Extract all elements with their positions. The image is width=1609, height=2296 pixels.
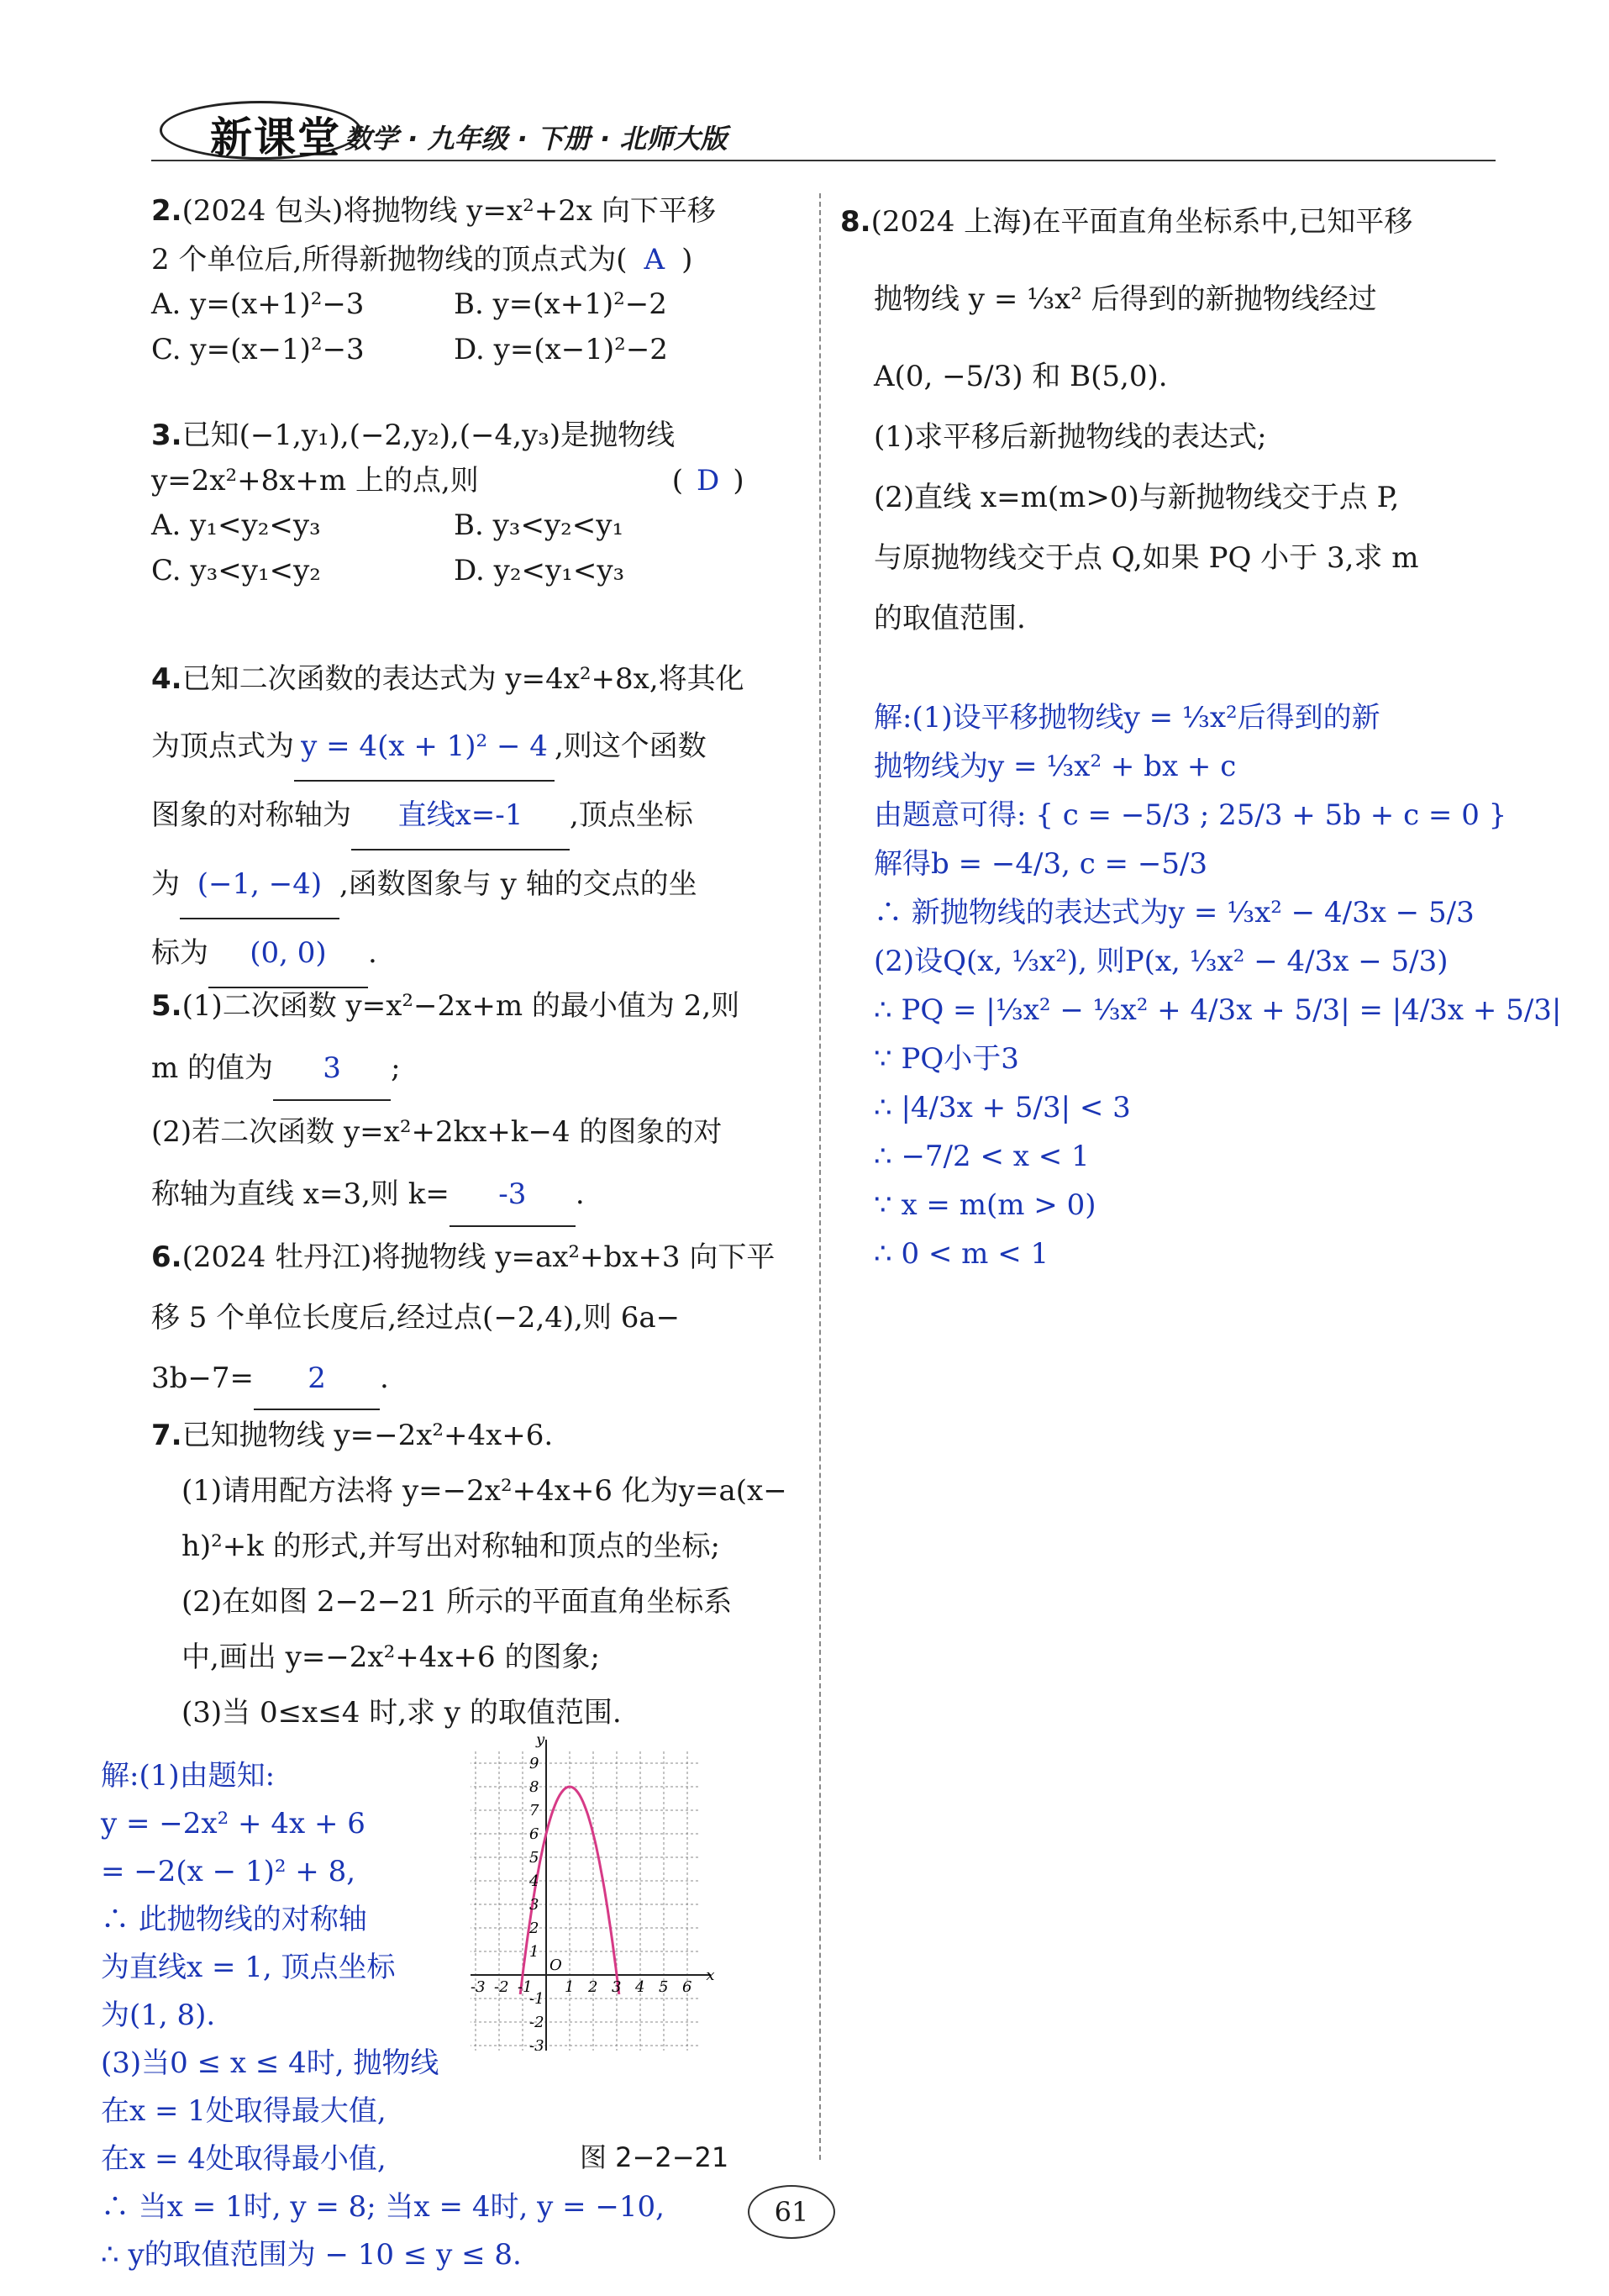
q7-line4: (2)在如图 2−2−21 所示的平面直角坐标系 <box>181 1585 733 1619</box>
q8-line4: (1)求平移后新抛物线的表达式; <box>874 420 1267 454</box>
q2-line1: (2024 包头)将抛物线 y=x²+2x 向下平移 <box>181 194 716 228</box>
q7-line6: (3)当 0≤x≤4 时,求 y 的取值范围. <box>181 1696 622 1730</box>
q2-option-a: A. y=(x+1)²−3 <box>151 287 365 322</box>
q8-line1: (2024 上海)在平面直角坐标系中,已知平移 <box>870 205 1413 239</box>
y-tick-label: 9 <box>529 1755 539 1772</box>
x-tick-label: -1 <box>518 1978 533 1996</box>
q6-line2: 移 5 个单位长度后,经过点(−2,4),则 6a− <box>151 1301 681 1335</box>
y-tick-label: 8 <box>529 1778 539 1796</box>
q2-close: ) <box>681 242 693 276</box>
solution-line: 为直线x = 1, 顶点坐标 <box>101 1951 396 1984</box>
solution-line: 解得b = −4/3, c = −5/3 <box>874 847 1208 881</box>
y-axis-label: y <box>536 1731 545 1749</box>
q4-blank-vertex-form: y = 4(x + 1)² − 4 <box>294 713 555 782</box>
solution-line: = −2(x − 1)² + 8, <box>101 1855 356 1888</box>
q2-line2: 2 个单位后,所得新抛物线的顶点式为( <box>151 242 628 276</box>
q4-line2-end: ,则这个函数 <box>555 729 707 763</box>
figure-caption: 图 2−2−21 <box>580 2141 729 2173</box>
solution-line: ∴ PQ = |⅓x² − ⅓x² + 4/3x + 5/3| = |4/3x + 5/3| <box>874 993 1562 1027</box>
solution-line: 解:(1)设平移抛物线y = ⅓x²后得到的新 <box>874 701 1380 735</box>
question-number: 7. <box>151 1419 182 1452</box>
q5-line2: m 的值为 <box>151 1051 274 1085</box>
page-header <box>134 101 1496 168</box>
solution-line: ∴ 此抛物线的对称轴 <box>101 1903 367 1936</box>
q5-line3: (2)若二次函数 y=x²+2kx+k−4 的图象的对 <box>151 1115 723 1149</box>
solution-line: 在x = 1处取得最大值, <box>101 2094 386 2128</box>
y-tick-label: 6 <box>529 1825 539 1843</box>
q2-option-b: B. y=(x+1)²−2 <box>454 287 667 322</box>
question-number: 2. <box>151 194 182 228</box>
x-tick-label: -2 <box>494 1978 509 1996</box>
logo-text: 新课堂 <box>210 113 341 162</box>
solution-line: 解:(1)由题知: <box>101 1759 276 1793</box>
y-tick-label: 5 <box>529 1849 539 1867</box>
q8-line2: 抛物线 y = ⅓x² 后得到的新抛物线经过 <box>874 282 1377 316</box>
q3-line2: y=2x²+8x+m 上的点,则 <box>151 463 479 498</box>
q7-line2: (1)请用配方法将 y=−2x²+4x+6 化为y=a(x− <box>181 1474 787 1508</box>
solution-line: ∵ PQ小于3 <box>874 1042 1019 1076</box>
q8-line6: 与原抛物线交于点 Q,如果 PQ 小于 3,求 m <box>874 541 1419 575</box>
question-2 <box>151 192 716 370</box>
question-8 <box>840 192 1418 649</box>
question-number: 8. <box>840 205 871 239</box>
q3-option-d: D. y₂<y₁<y₃ <box>454 553 625 587</box>
q4-line5-end: . <box>368 936 377 970</box>
q2-option-c: C. y=(x−1)²−3 <box>151 332 365 366</box>
question-6 <box>151 1227 775 1410</box>
y-tick-label: 3 <box>529 1896 539 1914</box>
y-tick-label: -1 <box>529 1990 544 2008</box>
q2-option-d: D. y=(x−1)²−2 <box>454 332 668 366</box>
subject-title: 数学 · 九年级 · 下册 · 北师大版 <box>344 123 728 155</box>
x-tick-label: 5 <box>659 1978 669 1996</box>
q4-line1: 已知二次函数的表达式为 y=4x²+8x,将其化 <box>181 662 744 696</box>
solution-line: 为(1, 8). <box>101 1998 216 2032</box>
solution-line: ∴ 0 < m < 1 <box>874 1237 1049 1271</box>
q5-line4: 称轴为直线 x=3,则 k= <box>151 1177 450 1211</box>
solution-line: (2)设Q(x, ⅓x²), 则P(x, ⅓x² − 4/3x − 5/3) <box>874 945 1449 978</box>
q8-line3: A(0, −5/3) 和 B(5,0). <box>874 360 1168 393</box>
q3-answer: D <box>697 463 720 498</box>
q4-line2: 为顶点式为 <box>151 729 294 763</box>
q5-line4-end: . <box>575 1177 585 1211</box>
q6-line3: 3b−7= <box>151 1361 255 1395</box>
q8-line5: (2)直线 x=m(m>0)与新抛物线交于点 P, <box>874 481 1400 514</box>
solution-line: ∵ x = m(m > 0) <box>874 1188 1096 1222</box>
solution-line: y = −2x² + 4x + 6 <box>101 1807 365 1840</box>
q4-line4: 为 <box>151 867 180 901</box>
q8-solution <box>874 693 1561 1278</box>
question-number: 6. <box>151 1240 182 1274</box>
solution-line: 在x = 4处取得最小值, <box>101 2142 386 2176</box>
question-3: 3.已知(−1,y₁),(−2,y₂),(−4,y₃)是抛物线 y=2x²+8x+m 上的点,则 ( D ) A. y₁<y₂<y₃ B. y₃<y₂<y₁ C. y₃<y₁<y₂ D. y₂<y₁<y₃ <box>151 416 744 591</box>
question-7 <box>151 1408 787 1740</box>
q4-line4-end: ,函数图象与 y 轴的交点的坐 <box>339 867 697 901</box>
q5-line2-end: ; <box>391 1051 401 1085</box>
solution-line: ∴ y的取值范围为 − 10 ≤ y ≤ 8. <box>101 2238 522 2272</box>
q3-option-b: B. y₃<y₂<y₁ <box>454 508 624 543</box>
q5-blank-k: -3 <box>450 1163 576 1227</box>
column-divider <box>819 193 821 2160</box>
q4-blank-axis: 直线x=-1 <box>351 782 570 850</box>
question-number: 4. <box>151 662 182 696</box>
q6-line1: (2024 牡丹江)将抛物线 y=ax²+bx+3 向下平 <box>181 1240 776 1274</box>
coordinate-graph <box>471 1731 798 2051</box>
y-tick-label: 2 <box>529 1919 539 1937</box>
solution-line: 由题意可得: { c = −5/3 ; 25/3 + 5b + c = 0 } <box>874 798 1507 832</box>
q5-line1: (1)二次函数 y=x²−2x+m 的最小值为 2,则 <box>181 989 740 1023</box>
solution-line: 抛物线为y = ⅓x² + bx + c <box>874 750 1237 783</box>
x-tick-label: 6 <box>682 1978 692 1996</box>
q4-blank-intercept: (0, 0) <box>208 919 368 988</box>
question-number: 3. <box>151 419 182 452</box>
y-tick-label: 1 <box>529 1943 539 1961</box>
q7-line3: h)²+k 的形式,并写出对称轴和顶点的坐标; <box>181 1530 720 1563</box>
q3-line1: 已知(−1,y₁),(−2,y₂),(−4,y₃)是抛物线 <box>181 419 676 452</box>
x-tick-label: 3 <box>612 1978 622 1996</box>
q5-blank-m: 3 <box>273 1037 391 1101</box>
q8-line7: 的取值范围. <box>874 602 1026 635</box>
book-logo <box>160 101 361 160</box>
header-rule <box>151 160 1496 161</box>
q4-line3-end: ,顶点坐标 <box>570 798 693 832</box>
grid <box>471 1751 699 2051</box>
q2-answer: A <box>644 242 665 276</box>
q4-line5: 标为 <box>151 936 208 970</box>
q3-option-c: C. y₃<y₁<y₂ <box>151 553 321 587</box>
q6-blank: 2 <box>254 1348 380 1410</box>
x-tick-label: 1 <box>565 1978 575 1996</box>
solution-line: ∴ |4/3x + 5/3| < 3 <box>874 1091 1131 1124</box>
y-tick-label: -2 <box>529 2014 544 2031</box>
q4-line3: 图象的对称轴为 <box>151 798 351 832</box>
y-tick-label: -3 <box>529 2037 544 2051</box>
y-tick-label: 7 <box>529 1802 539 1819</box>
q3-option-a: A. y₁<y₂<y₃ <box>151 508 321 543</box>
question-number: 5. <box>151 989 182 1023</box>
y-tick-label: 4 <box>529 1872 539 1890</box>
q4-blank-vertex: (−1, −4) <box>180 850 339 919</box>
origin-label: O <box>549 1956 562 1974</box>
x-tick-label: 4 <box>635 1978 645 1996</box>
solution-line: (3)当0 ≤ x ≤ 4时, 抛物线 <box>101 2046 439 2080</box>
question-4 <box>151 645 744 988</box>
axis-labels <box>471 1731 715 2051</box>
page-number: 61 <box>748 2185 835 2239</box>
question-5 <box>151 975 739 1227</box>
solution-line: ∴ 新抛物线的表达式为y = ⅓x² − 4/3x − 5/3 <box>874 896 1475 929</box>
q7-line1: 已知抛物线 y=−2x²+4x+6. <box>181 1419 554 1452</box>
q7-line5: 中,画出 y=−2x²+4x+6 的图象; <box>181 1640 600 1674</box>
x-axis-label: x <box>706 1967 715 1984</box>
q6-line3-end: . <box>380 1361 389 1395</box>
x-tick-label: -3 <box>471 1978 486 1996</box>
solution-line: ∴ −7/2 < x < 1 <box>874 1140 1090 1173</box>
solution-line: ∴ 当x = 1时, y = 8; 当x = 4时, y = −10, <box>101 2190 665 2224</box>
x-tick-label: 2 <box>588 1978 598 1996</box>
